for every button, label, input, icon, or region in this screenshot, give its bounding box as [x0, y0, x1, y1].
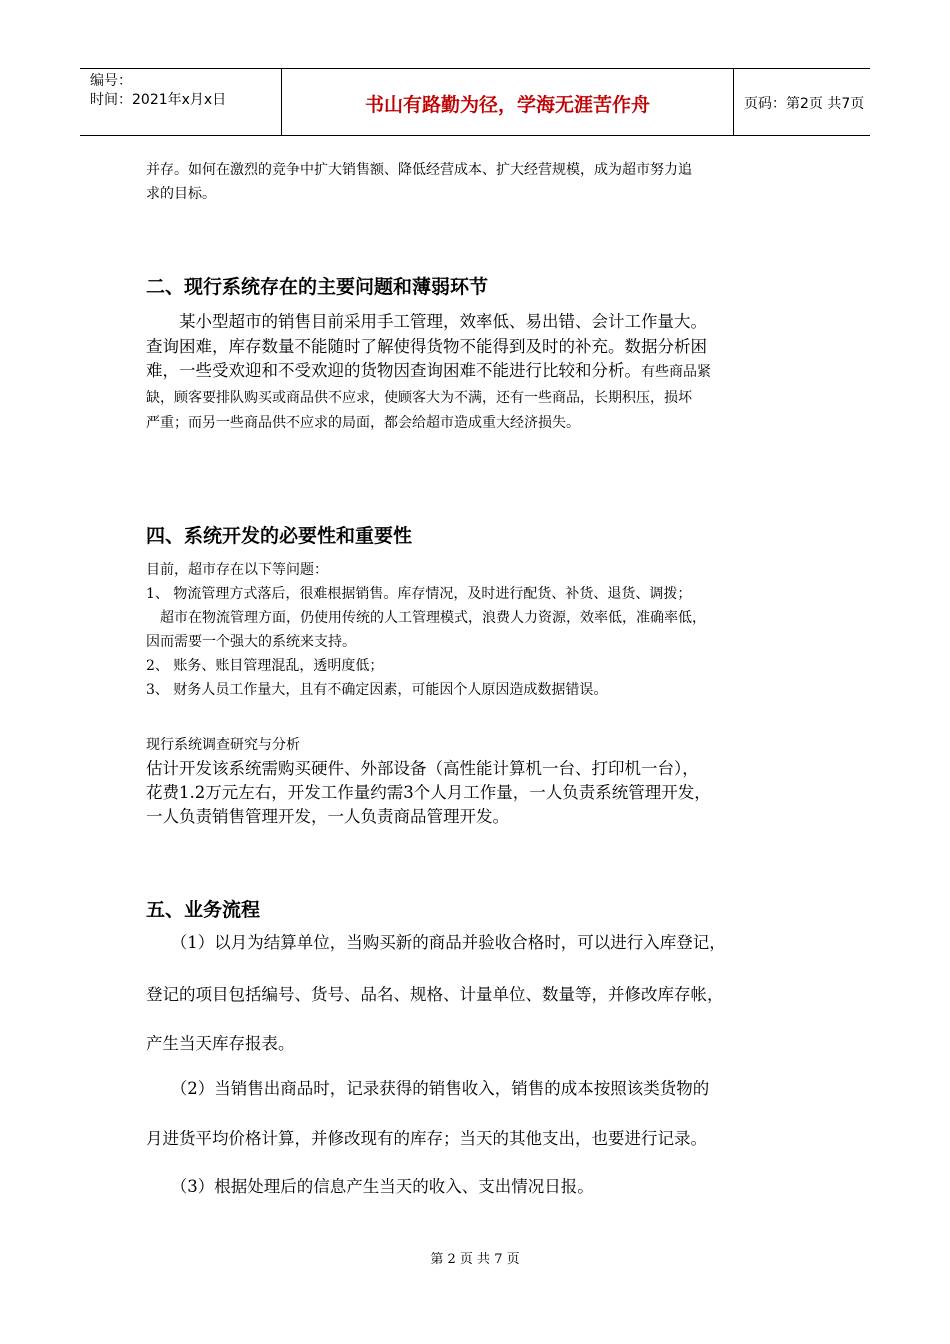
intro-line: 并存。如何在激烈的竞争中扩大销售额、降低经营成本、扩大经营规模，成为超市努力追	[146, 162, 692, 178]
list-item: 目前，超市存在以下等问题：	[146, 562, 328, 578]
paragraph-line: 某小型超市的销售目前采用手工管理，效率低、易出错、会计工作量大。	[146, 312, 707, 331]
section-2-paragraph	[146, 310, 826, 436]
survey-paragraph	[146, 757, 826, 829]
paragraph-line: 估计开发该系统需购买硬件、外部设备（高性能计算机一台、打印机一台），	[146, 759, 699, 778]
list-item: 因而需要一个强大的系统来支持。	[146, 634, 356, 650]
list-item: 超市在物流管理方面，仍使用传统的人工管理模式，浪费人力资源，效率低，准确率低，	[146, 610, 706, 626]
section-heading-2: 二、现行系统存在的主要问题和薄弱环节	[146, 276, 489, 298]
flow-line: （1）以月为结算单位，当购买新的商品并验收合格时，可以进行入库登记，	[146, 933, 726, 952]
flow-line: （3）根据处理后的信息产生当天的收入、支出情况日报。	[146, 1177, 594, 1196]
paragraph-line: 严重；而另一些商品供不应求的局面，都会给超市造成重大经济损失。	[146, 415, 580, 431]
section-heading-4: 四、系统开发的必要性和重要性	[146, 525, 413, 547]
intro-paragraph	[146, 159, 826, 206]
paragraph-line: 一人负责销售管理开发，一人负责商品管理开发。	[146, 807, 509, 826]
document-number-label: 编号：	[90, 73, 132, 89]
header-motto: 书山有路勤为径，学海无涯苦作舟	[282, 69, 734, 135]
header-page-label: 页码：第2页 共7页	[744, 96, 865, 112]
paragraph-line: 难，一些受欢迎和不受欢迎的货物因查询困难不能进行比较和分析。	[146, 361, 641, 380]
header-meta-cell	[80, 69, 282, 135]
survey-title: 现行系统调查研究与分析	[146, 737, 300, 753]
list-item: 1、 物流管理方式落后，很难根据销售。库存情况，及时进行配货、补货、退货、调拨；	[146, 586, 692, 602]
list-item: 2、 账务、账目管理混乱，透明度低；	[146, 658, 384, 674]
flow-line: 产生当天库存报表。	[146, 1034, 295, 1053]
flow-line: 月进货平均价格计算，并修改现有的库存；当天的其他支出，也要进行记录。	[146, 1129, 707, 1148]
document-date-label: 时间：2021年x月x日	[90, 92, 227, 108]
paragraph-line-tail: 有些商品紧	[641, 364, 711, 380]
paragraph-line: 查询困难，库存数量不能随时了解使得货物不能得到及时的补充。数据分析困	[146, 336, 707, 356]
page-header	[80, 68, 870, 136]
flow-line: 登记的项目包括编号、货号、品名、规格、计量单位、数量等，并修改库存帐，	[146, 985, 724, 1004]
paragraph-line: 花费1.2万元左右，开发工作量约需3个人月工作量，一人负责系统管理开发，	[146, 783, 711, 802]
intro-line: 求的目标。	[146, 185, 216, 202]
section-heading-5: 五、业务流程	[146, 899, 261, 921]
section-4-list	[146, 558, 826, 702]
page-footer: 第 2 页 共 7 页	[430, 1252, 520, 1267]
list-item: 3、 财务人员工作量大，且有不确定因素，可能因个人原因造成数据错误。	[146, 682, 608, 698]
paragraph-line: 缺，顾客要排队购买或商品供不应求，使顾客大为不满，还有一些商品，长期积压，损坏	[146, 389, 692, 406]
flow-line: （2）当销售出商品时，记录获得的销售收入，销售的成本按照该类货物的	[146, 1079, 710, 1098]
